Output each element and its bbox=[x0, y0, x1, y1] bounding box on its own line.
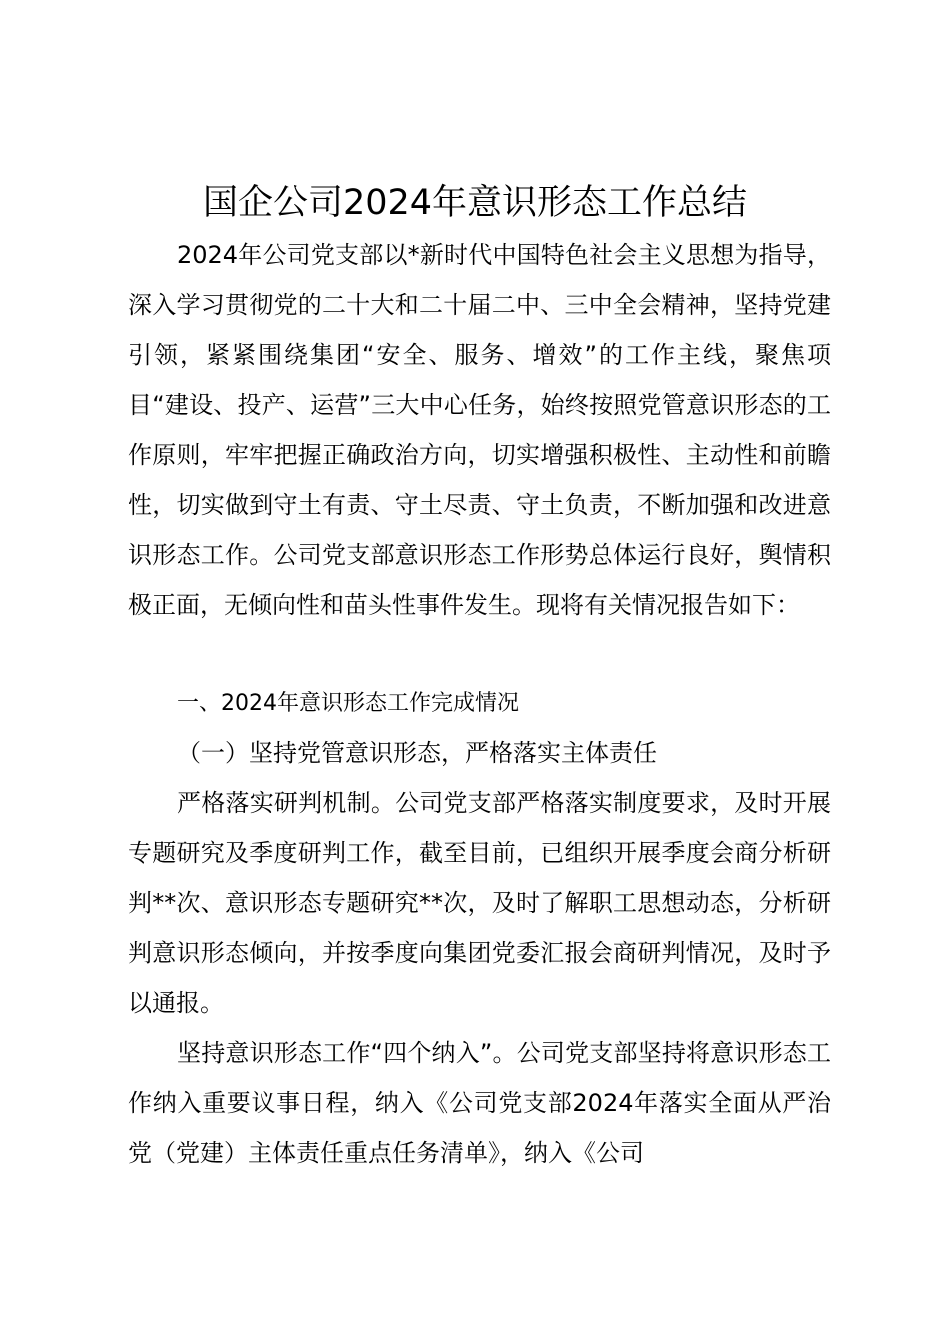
four-inclusions-paragraph: 坚持意识形态工作“四个纳入”。公司党支部坚持将意识形态工作纳入重要议事日程，纳入《公司党支部2024年落实全面从严治党（党建）主体责任重点任务清单》，纳入《公司 bbox=[128, 1039, 831, 1167]
section-heading: 一、2024年意识形态工作完成情况 bbox=[177, 691, 519, 716]
document-title: 国企公司2024年意识形态工作总结 bbox=[202, 183, 748, 223]
research-mechanism-paragraph: 严格落实研判机制。公司党支部严格落实制度要求，及时开展专题研究及季度研判工作，截至目前，已组织开展季度会商分析研判**次、意识形态专题研究**次，及时了解职工思想动态，分析研判意识形态倾向，并按季度向集团党委汇报会商研判情况，及时予以通报。 bbox=[128, 789, 831, 1017]
subsection-heading: （一）坚持党管意识形态，严格落实主体责任 bbox=[177, 739, 657, 767]
intro-paragraph: 2024年公司党支部以*新时代中国特色社会主义思想为指导，深入学习贯彻党的二十大和二十届二中、三中全会精神，坚持党建引领，紧紧围绕集团“安全、服务、增效”的工作主线，聚焦项目“建设、投产、运营”三大中心任务，始终按照党管意识形态的工作原则，牢牢把握正确政治方向，切实增强积极性、主动性和前瞻性，切实做到守土有责、守土尽责、守土负责，不断加强和改进意识形态工作。公司党支部意识形态工作形势总体运行良好，舆情积极正面，无倾向性和苗头性事件发生。现将有关情况报告如下： bbox=[128, 241, 831, 619]
